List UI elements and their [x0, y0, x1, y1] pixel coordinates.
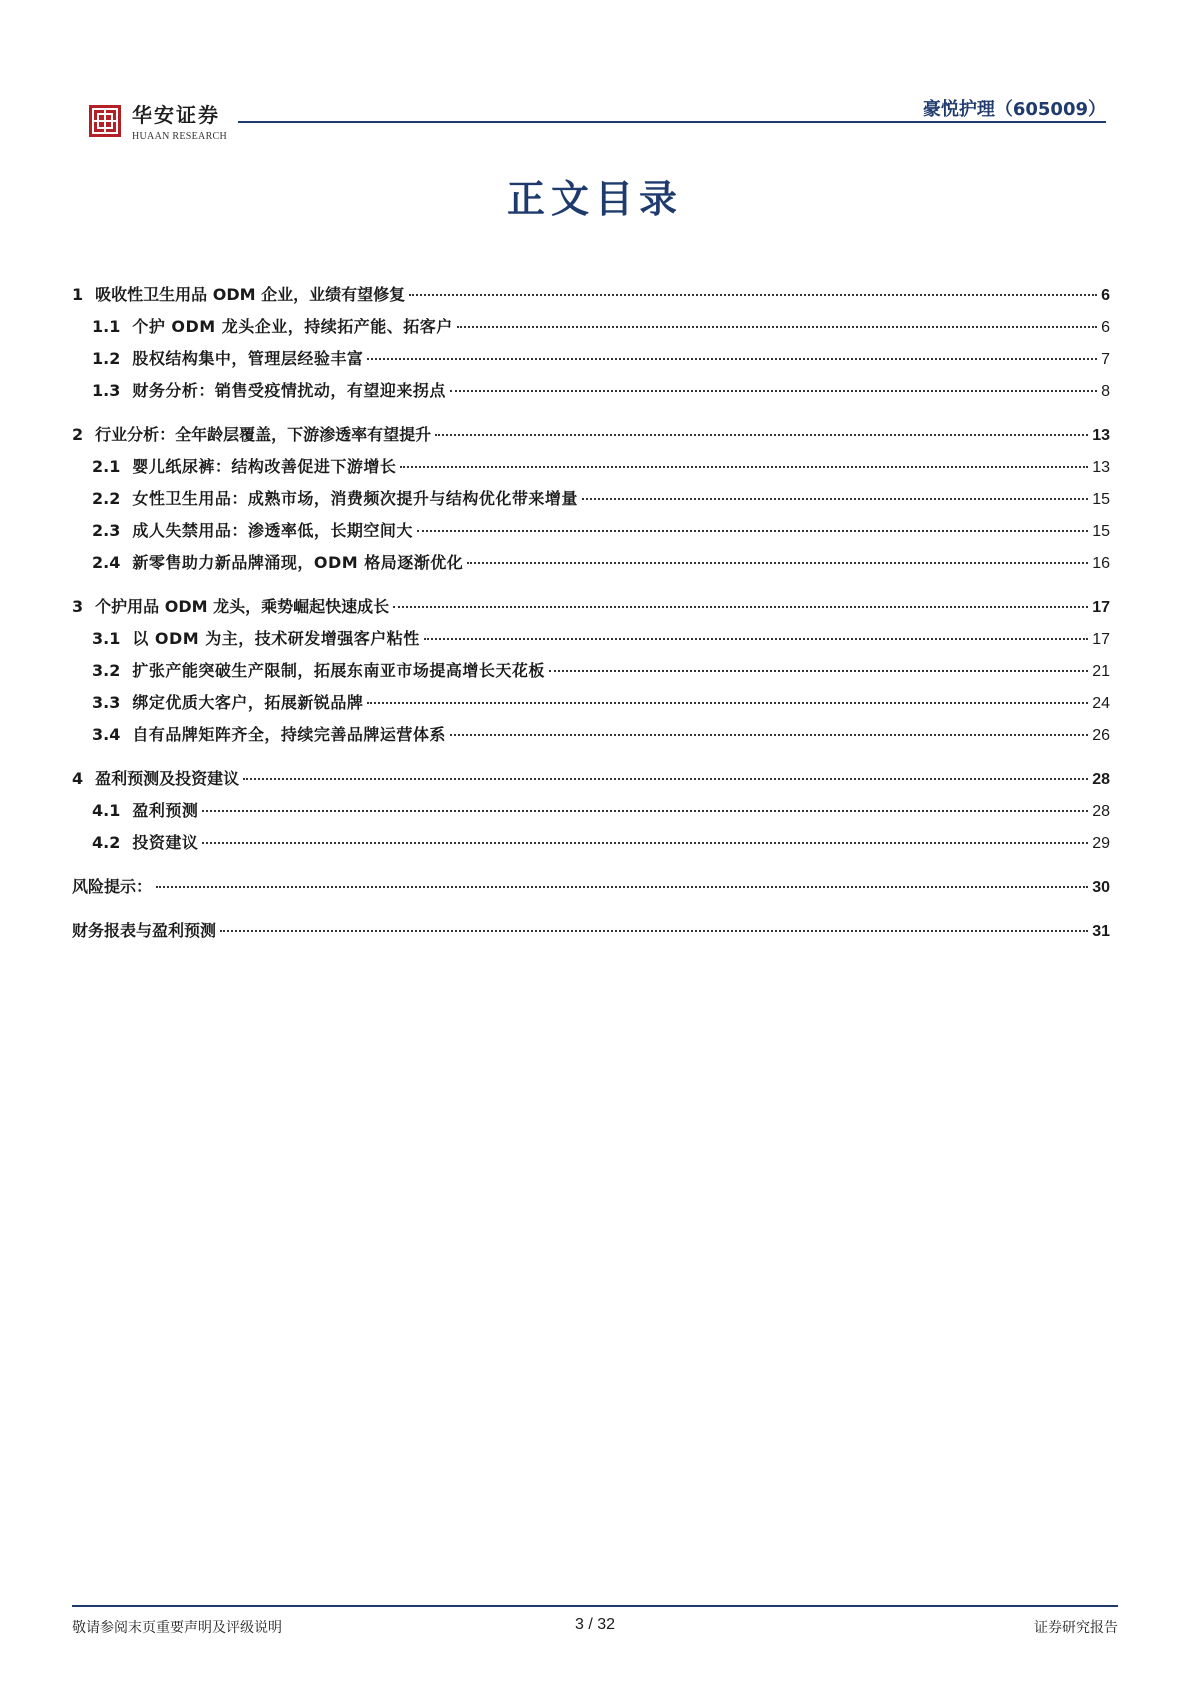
toc-entry[interactable] — [72, 874, 1110, 906]
toc-entry[interactable] — [72, 378, 1110, 410]
toc-entry[interactable] — [72, 422, 1110, 454]
page-header — [0, 0, 1190, 150]
toc-entry-title: 行业分析：全年龄层覆盖，下游渗透率有望提升 — [95, 425, 432, 444]
toc-leader-dots — [450, 734, 1088, 736]
toc-entry-title: 个护 ODM 龙头企业，持续拓产能、拓客户 — [132, 317, 453, 336]
toc-entry-title: 盈利预测 — [132, 801, 199, 820]
toc-entry-number: 1.3 — [92, 381, 121, 400]
page-number: 3 / 32 — [574, 1616, 616, 1633]
toc-entry-title: 个护用品 ODM 龙头，乘势崛起快速成长 — [95, 597, 390, 616]
toc-entry-page: 13 — [1092, 459, 1110, 476]
toc-entry[interactable] — [72, 454, 1110, 486]
toc-entry-number: 3 — [72, 597, 84, 616]
toc-leader-dots — [549, 670, 1088, 672]
toc-leader-dots — [417, 530, 1088, 532]
toc-entry[interactable] — [72, 626, 1110, 658]
toc-entry-page: 7 — [1101, 351, 1110, 368]
toc-entry[interactable] — [72, 658, 1110, 690]
toc-entry[interactable] — [72, 690, 1110, 722]
toc-leader-dots — [367, 358, 1097, 360]
logo-text-en: HUAAN RESEARCH — [132, 131, 228, 142]
toc-entry-number: 2 — [72, 425, 84, 444]
toc-leader-dots — [202, 810, 1088, 812]
toc-leader-dots — [435, 434, 1088, 436]
toc-leader-dots — [467, 562, 1088, 564]
toc-entry-number: 2.4 — [92, 553, 121, 572]
toc-entry-title: 财务分析：销售受疫情扰动，有望迎来拐点 — [132, 381, 446, 400]
toc-entry[interactable] — [72, 314, 1110, 346]
toc-entry-title: 风险提示： — [72, 877, 153, 896]
toc-entry-page: 17 — [1092, 599, 1110, 616]
toc-entry-title: 婴儿纸尿裤：结构改善促进下游增长 — [132, 457, 397, 476]
toc-entry-title: 投资建议 — [132, 833, 199, 852]
toc-leader-dots — [220, 930, 1088, 932]
toc-entry-title: 财务报表与盈利预测 — [72, 921, 217, 940]
page-title: 正文目录 — [506, 176, 683, 221]
toc-entry-page: 28 — [1092, 803, 1110, 820]
footer-divider — [72, 1605, 1118, 1607]
toc-entry-title: 女性卫生用品：成熟市场，消费频次提升与结构优化带来增量 — [132, 489, 578, 508]
toc-leader-dots — [450, 390, 1097, 392]
toc-entry-title: 绑定优质大客户，拓展新锐品牌 — [132, 693, 364, 712]
toc-entry-number: 3.2 — [92, 661, 121, 680]
toc-entry-page: 31 — [1092, 923, 1110, 940]
toc-entry-number: 2.1 — [92, 457, 121, 476]
toc-entry-title: 成人失禁用品：渗透率低，长期空间大 — [132, 521, 413, 540]
toc-entry-number: 4 — [72, 769, 84, 788]
toc-entry-title: 新零售助力新品牌涌现，ODM 格局逐渐优化 — [132, 553, 464, 572]
toc-leader-dots — [400, 466, 1088, 468]
toc-entry[interactable] — [72, 830, 1110, 862]
logo-text-cn: 华安证券 — [132, 103, 220, 127]
toc-entry[interactable] — [72, 518, 1110, 550]
toc-entry-number: 3.4 — [92, 725, 121, 744]
toc-entry[interactable] — [72, 766, 1110, 798]
toc-entry-page: 6 — [1101, 319, 1110, 336]
toc-entry-page: 24 — [1092, 695, 1110, 712]
toc-entry[interactable] — [72, 722, 1110, 754]
toc-entry-page: 6 — [1101, 287, 1110, 304]
toc-entry-number: 3.1 — [92, 629, 121, 648]
toc-entry-title: 以 ODM 为主，技术研发增强客户粘性 — [132, 629, 420, 648]
toc-entry-number: 1.2 — [92, 349, 121, 368]
toc-entry-page: 8 — [1101, 383, 1110, 400]
toc-entry-number: 1.1 — [92, 317, 121, 336]
toc-leader-dots — [393, 606, 1088, 608]
toc-entry-title: 自有品牌矩阵齐全，持续完善品牌运营体系 — [132, 725, 446, 744]
toc-leader-dots — [457, 326, 1097, 328]
huaan-logo-icon — [88, 104, 122, 138]
toc-entry[interactable] — [72, 550, 1110, 582]
toc-entry-page: 26 — [1092, 727, 1110, 744]
toc-entry-title: 吸收性卫生用品 ODM 企业，业绩有望修复 — [95, 285, 406, 304]
toc-entry-page: 30 — [1092, 879, 1110, 896]
header-divider — [238, 121, 1106, 123]
toc-entry-number: 4.2 — [92, 833, 121, 852]
toc-entry-page: 16 — [1092, 555, 1110, 572]
toc-entry-number: 2.2 — [92, 489, 121, 508]
toc-entry-page: 15 — [1092, 491, 1110, 508]
toc-entry-page: 21 — [1092, 663, 1110, 680]
toc-entry[interactable] — [72, 486, 1110, 518]
toc-entry-number: 1 — [72, 285, 84, 304]
toc-leader-dots — [243, 778, 1088, 780]
toc-leader-dots — [367, 702, 1088, 704]
toc-entry[interactable] — [72, 282, 1110, 314]
toc-entry[interactable] — [72, 918, 1110, 950]
toc-entry-page: 17 — [1092, 631, 1110, 648]
footer-report-type: 证券研究报告 — [1034, 1620, 1118, 1636]
toc-entry-page: 29 — [1092, 835, 1110, 852]
table-of-contents — [72, 282, 1110, 950]
toc-leader-dots — [156, 886, 1088, 888]
toc-leader-dots — [409, 294, 1097, 296]
toc-leader-dots — [424, 638, 1088, 640]
toc-entry-page: 13 — [1092, 427, 1110, 444]
toc-entry[interactable] — [72, 798, 1110, 830]
toc-entry-title: 盈利预测及投资建议 — [95, 769, 240, 788]
footer-disclaimer: 敬请参阅末页重要声明及评级说明 — [72, 1620, 282, 1636]
toc-entry[interactable] — [72, 594, 1110, 626]
company-name: 豪悦护理（605009） — [922, 99, 1106, 120]
toc-entry-number: 2.3 — [92, 521, 121, 540]
toc-entry-title: 股权结构集中，管理层经验丰富 — [132, 349, 364, 368]
toc-entry-page: 15 — [1092, 523, 1110, 540]
toc-entry-number: 4.1 — [92, 801, 121, 820]
toc-entry-title: 扩张产能突破生产限制，拓展东南亚市场提高增长天花板 — [132, 661, 545, 680]
toc-entry-page: 28 — [1092, 771, 1110, 788]
toc-leader-dots — [582, 498, 1088, 500]
toc-leader-dots — [202, 842, 1088, 844]
toc-entry-number: 3.3 — [92, 693, 121, 712]
toc-entry[interactable] — [72, 346, 1110, 378]
